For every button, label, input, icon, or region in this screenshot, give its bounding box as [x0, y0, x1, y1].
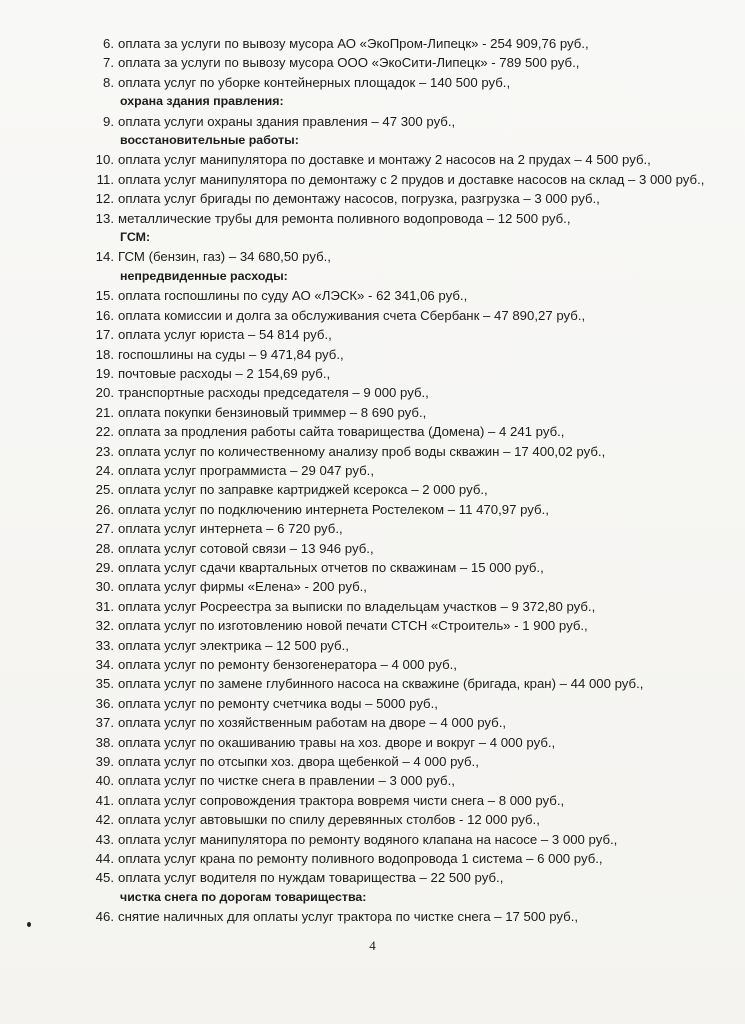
item-text: оплата услуг сдачи квартальных отчетов по скважинам – 15 000 руб., — [118, 559, 544, 575]
item-number: 23. — [95, 443, 114, 459]
list-item — [82, 655, 732, 674]
list-item — [82, 636, 732, 655]
list-item — [82, 810, 732, 829]
item-text: оплата услуг по подключению интернета Ростелеком – 11 470,97 руб., — [118, 501, 549, 517]
list-item — [82, 597, 732, 616]
item-number: 11. — [96, 171, 114, 187]
item-number: 44. — [95, 851, 114, 867]
item-number: 42. — [95, 812, 114, 828]
item-text: оплата услуги охраны здания правления – 47 300 руб., — [118, 113, 456, 129]
item-number: 20. — [95, 385, 114, 401]
list-item — [82, 791, 732, 810]
item-number: 46. — [95, 909, 114, 925]
section-heading: ГСМ: — [120, 230, 151, 245]
item-text: оплата услуг интернета – 6 720 руб., — [118, 521, 343, 537]
item-number: 7. — [103, 55, 114, 71]
list-item — [82, 112, 732, 131]
item-text: оплата госпошлины по суду АО «ЛЭСК» - 62 341,06 руб., — [118, 288, 468, 304]
list-item — [82, 849, 732, 868]
item-number: 18. — [95, 346, 114, 362]
list-item — [82, 461, 732, 480]
item-number: 41. — [95, 792, 114, 808]
item-number: 30. — [95, 579, 114, 595]
item-number: 39. — [95, 754, 114, 770]
item-number: 38. — [95, 734, 114, 750]
list-item — [82, 713, 732, 732]
list-item — [82, 558, 732, 577]
item-number: 34. — [95, 657, 114, 672]
item-text: оплата услуг по ремонту счетчика воды – 5000 руб., — [118, 695, 438, 711]
list-item — [82, 500, 732, 519]
item-number: 24. — [95, 462, 114, 478]
item-number: 19. — [95, 365, 114, 381]
item-number: 21. — [95, 404, 114, 420]
item-text: оплата услуг манипулятора по доставке и монтажу 2 насосов на 2 прудах – 4 500 руб., — [118, 152, 651, 168]
item-number: 40. — [95, 773, 114, 789]
item-number: 29. — [95, 559, 114, 575]
page-number: 4 — [369, 938, 376, 953]
item-text: оплата услуг по отсыпки хоз. двора щебенкой – 4 000 руб., — [118, 754, 479, 770]
list-item — [82, 422, 732, 441]
item-number: 13. — [95, 210, 114, 226]
expense-list — [82, 34, 732, 927]
list-item — [82, 519, 732, 538]
list-item — [82, 830, 732, 849]
list-item — [82, 403, 732, 422]
item-text: оплата услуг по количественному анализу проб воды скважин – 17 400,02 руб., — [118, 443, 606, 459]
list-item — [82, 150, 732, 169]
list-item — [82, 616, 732, 635]
list-item — [82, 480, 732, 499]
section-heading: восстановительные работы: — [120, 133, 299, 148]
item-text: оплата услуг сопровождения трактора вовремя чисти снега – 8 000 руб., — [118, 792, 565, 808]
item-text: оплата за услуги по вывозу мусора АО «ЭкоПром-Липецк» - 254 909,76 руб., — [118, 36, 589, 51]
item-text: ГСМ (бензин, газ) – 34 680,50 руб., — [118, 249, 331, 265]
item-text: оплата услуг сотовой связи – 13 946 руб., — [118, 540, 374, 556]
item-text: госпошлины на суды – 9 471,84 руб., — [118, 346, 344, 362]
item-text: оплата услуг электрика – 12 500 руб., — [118, 637, 349, 653]
list-item — [82, 364, 732, 383]
list-item — [82, 383, 732, 402]
item-text: оплата услуг по окашиванию травы на хоз. дворе и вокруг – 4 000 руб., — [118, 734, 556, 750]
item-number: 6. — [103, 36, 114, 51]
list-item — [82, 325, 732, 344]
item-number: 10. — [95, 152, 114, 168]
item-text: оплата услуг по заправке картриджей ксерокса – 2 000 руб., — [118, 482, 488, 498]
item-number: 33. — [95, 637, 114, 653]
list-item — [82, 306, 732, 325]
list-item — [82, 577, 732, 596]
item-text: оплата услуг по изготовлению новой печати СТСН «Строитель» - 1 900 руб., — [118, 618, 588, 634]
item-text: оплата покупки бензиновый триммер – 8 690 руб., — [118, 404, 427, 420]
item-number: 43. — [95, 831, 114, 847]
item-text: металлические трубы для ремонта поливного водопровода – 12 500 руб., — [118, 210, 571, 226]
section-heading: чистка снега по дорогам товарищества: — [120, 889, 367, 904]
item-text: оплата услуг по ремонту бензогенератора – 4 000 руб., — [118, 657, 457, 672]
list-item — [82, 674, 732, 693]
item-number: 9. — [103, 113, 114, 129]
section-heading: охрана здания правления: — [120, 94, 284, 109]
section-heading: непредвиденные расходы: — [120, 268, 288, 283]
list-item — [82, 694, 732, 713]
item-number: 17. — [95, 327, 114, 343]
item-number: 12. — [95, 191, 114, 207]
item-number: 25. — [95, 482, 114, 498]
item-number: 27. — [95, 521, 114, 537]
list-item — [82, 752, 732, 771]
item-number: 35. — [95, 676, 114, 692]
item-text: оплата услуг автовышки по спилу деревянных столбов - 12 000 руб., — [118, 812, 540, 828]
item-text: оплата услуг манипулятора по ремонту водяного клапана на насосе – 3 000 руб., — [118, 831, 618, 847]
list-item — [82, 771, 732, 790]
item-text: оплата услуг водителя по нуждам товарищества – 22 500 руб., — [118, 870, 504, 886]
list-item — [82, 170, 732, 189]
item-number: 26. — [95, 501, 114, 517]
list-item — [82, 247, 732, 266]
list-item — [82, 53, 732, 72]
list-item — [82, 73, 732, 92]
item-text: оплата услуг фирмы «Елена» - 200 руб., — [118, 579, 367, 595]
list-item — [82, 189, 732, 208]
item-text: оплата услуг программиста – 29 047 руб., — [118, 462, 374, 478]
list-item — [82, 209, 732, 228]
list-item — [82, 345, 732, 364]
item-text: оплата услуг крана по ремонту поливного водопровода 1 система – 6 000 руб., — [118, 851, 603, 867]
item-text: почтовые расходы – 2 154,69 руб., — [118, 365, 331, 381]
list-item — [82, 733, 732, 752]
item-text: оплата услуг Росреестра за выписки по владельцам участков – 9 372,80 руб., — [118, 598, 596, 614]
scan-speck — [27, 922, 31, 927]
list-item — [82, 442, 732, 461]
item-number: 32. — [95, 618, 114, 634]
item-text: снятие наличных для оплаты услуг трактора по чистке снега – 17 500 руб., — [118, 909, 579, 925]
item-number: 36. — [95, 695, 114, 711]
item-text: оплата услуг юриста – 54 814 руб., — [118, 327, 332, 343]
item-number: 8. — [103, 74, 114, 90]
item-text: оплата за продления работы сайта товарищества (Домена) – 4 241 руб., — [118, 424, 565, 440]
list-item — [82, 286, 732, 305]
item-text: оплата комиссии и долга за обслуживания счета Сбербанк – 47 890,27 руб., — [118, 307, 586, 323]
list-item — [82, 868, 732, 887]
item-text: оплата за услуги по вывозу мусора ООО «ЭкоСити-Липецк» - 789 500 руб., — [118, 55, 580, 71]
item-number: 14. — [95, 249, 114, 265]
item-text: оплата услуг по хозяйственным работам на дворе – 4 000 руб., — [118, 715, 507, 731]
item-number: 31. — [95, 598, 114, 614]
list-item — [82, 539, 732, 558]
item-text: оплата услуг манипулятора по демонтажу с 2 прудов и доставке насосов на склад – 3 000 руб., — [118, 171, 705, 187]
item-number: 37. — [95, 715, 114, 731]
item-text: оплата услуг бригады по демонтажу насосов, погрузка, разгрузка – 3 000 руб., — [118, 191, 600, 207]
item-number: 16. — [95, 307, 114, 323]
item-text: оплата услуг по замене глубинного насоса на скважине (бригада, кран) – 44 000 руб., — [118, 676, 644, 692]
item-number: 28. — [95, 540, 114, 556]
item-number: 22. — [95, 424, 114, 440]
item-text: оплата услуг по уборке контейнерных площадок – 140 500 руб., — [118, 74, 511, 90]
item-text: оплата услуг по чистке снега в правлении – 3 000 руб., — [118, 773, 455, 789]
item-number: 15. — [95, 288, 114, 304]
list-item — [82, 34, 732, 53]
item-number: 45. — [95, 870, 114, 886]
list-item — [82, 907, 732, 926]
item-text: транспортные расходы председателя – 9 000 руб., — [118, 385, 429, 401]
